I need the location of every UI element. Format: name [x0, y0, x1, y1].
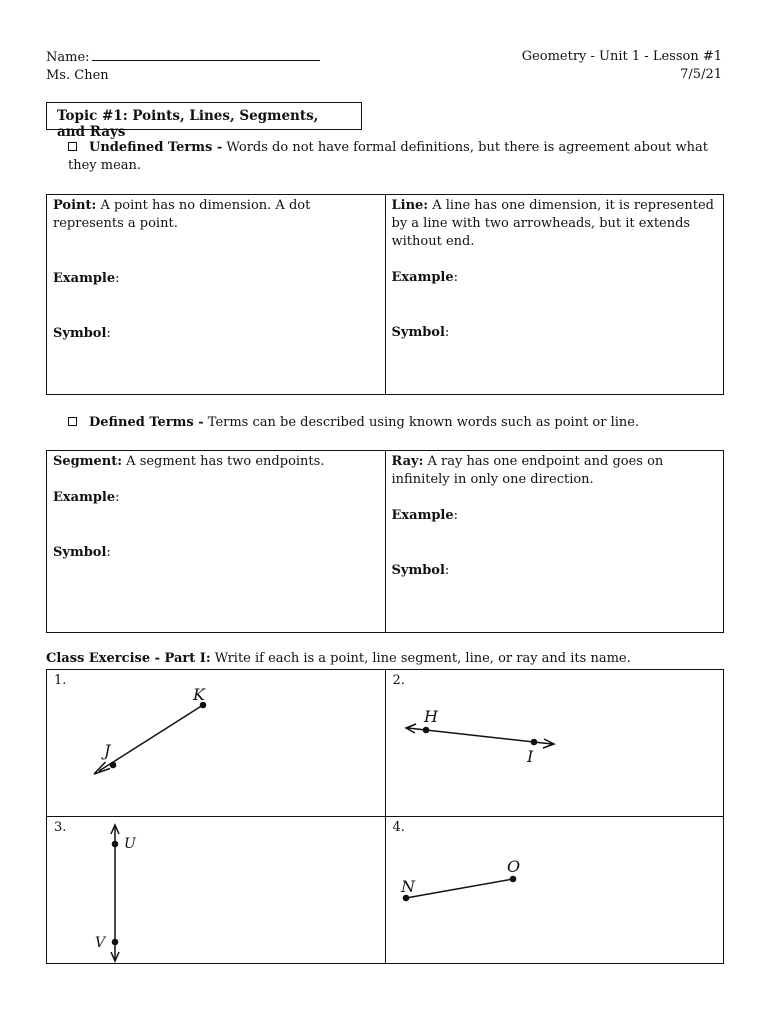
segment-label: Segment: [53, 454, 123, 469]
defined-terms-text: Terms can be described using known words such as point or line. [207, 415, 640, 430]
line-cell [385, 195, 724, 395]
line-uv-figure [47, 817, 385, 964]
defined-terms-bullet [68, 414, 722, 432]
segment-symbol-label: Symbol: [53, 545, 111, 560]
name-label: Name: [46, 50, 90, 65]
defined-terms-label: Defined Terms - [89, 415, 204, 430]
segment-no-line [406, 879, 513, 898]
topic-title-box [46, 102, 362, 140]
exercise-cell-3 [47, 817, 386, 964]
segment-no-figure [386, 817, 724, 964]
exercise-cell-2 [385, 670, 724, 817]
lesson-date: 7/5/21 [680, 67, 722, 82]
ray-jk-figure [47, 670, 385, 817]
defined-terms-table [46, 450, 724, 633]
point-symbol-label: Symbol: [53, 326, 111, 341]
label-u: U [124, 836, 136, 852]
segment-example-label: Example: [53, 490, 120, 505]
exercise-grid [46, 669, 724, 964]
ray-symbol-label: Symbol: [391, 563, 450, 578]
exercise-number: 4. [392, 820, 405, 835]
header-right [522, 48, 722, 84]
point-example-label: Example: [53, 271, 120, 286]
exercise-number: 1. [54, 673, 67, 688]
line-hi-line [408, 728, 552, 744]
undefined-terms-bullet [68, 139, 722, 175]
topic-title: Topic #1: Points, Lines, Segments, and Rays [57, 108, 319, 140]
arrowhead-icon [94, 762, 110, 774]
class-exercise-instructions [46, 651, 631, 666]
point-u-dot [112, 841, 119, 848]
undefined-terms-text: Words do not have formal definitions, but there is agreement about what they mean. [68, 140, 708, 173]
header-left [46, 48, 320, 85]
line-symbol-label: Symbol: [391, 325, 450, 340]
exercise-number: 3. [54, 820, 67, 835]
ray-label: Ray: [391, 454, 424, 469]
class-exercise-text: Write if each is a point, line segment, line, or ray and its name. [214, 651, 631, 666]
checkbox-icon [68, 142, 77, 151]
ray-jk-line [99, 705, 203, 771]
class-exercise-label: Class Exercise - Part I: [46, 651, 211, 666]
segment-definition: A segment has two endpoints. [126, 454, 325, 469]
label-o: O [506, 857, 520, 876]
label-v: V [95, 935, 106, 951]
line-example-label: Example: [391, 270, 459, 285]
ray-definition: A ray has one endpoint and goes on infinitely in only one direction. [391, 454, 664, 487]
exercise-cell-1 [47, 670, 386, 817]
point-h-dot [422, 727, 429, 734]
course-title: Geometry - Unit 1 - Lesson #1 [521, 49, 722, 64]
undefined-terms-table [46, 194, 724, 395]
point-cell [47, 195, 386, 395]
label-j: J [104, 741, 111, 760]
label-k: K [193, 685, 205, 704]
ray-cell [385, 451, 724, 633]
segment-cell [47, 451, 386, 633]
teacher-name: Ms. Chen [46, 68, 109, 83]
exercise-number: 2. [392, 673, 405, 688]
line-definition: A line has one dimension, it is represented by a line with two arrowheads, but it extends without end. [391, 198, 714, 249]
point-i-dot [530, 739, 537, 746]
line-label: Line: [391, 198, 429, 213]
line-hi-figure [386, 670, 724, 817]
undefined-terms-label: Undefined Terms - [89, 140, 223, 155]
checkbox-icon [68, 417, 77, 426]
exercise-cell-4 [385, 817, 724, 964]
label-i: I [526, 747, 533, 766]
label-h: H [423, 707, 438, 726]
name-blank-line[interactable] [92, 48, 320, 61]
point-v-dot [112, 939, 119, 946]
point-definition: A point has no dimension. A dot represents a point. [53, 198, 311, 231]
ray-example-label: Example: [391, 508, 459, 523]
label-n: N [400, 877, 415, 896]
point-j-dot [110, 762, 117, 769]
point-label: Point: [53, 198, 97, 213]
point-o-dot [509, 876, 516, 883]
